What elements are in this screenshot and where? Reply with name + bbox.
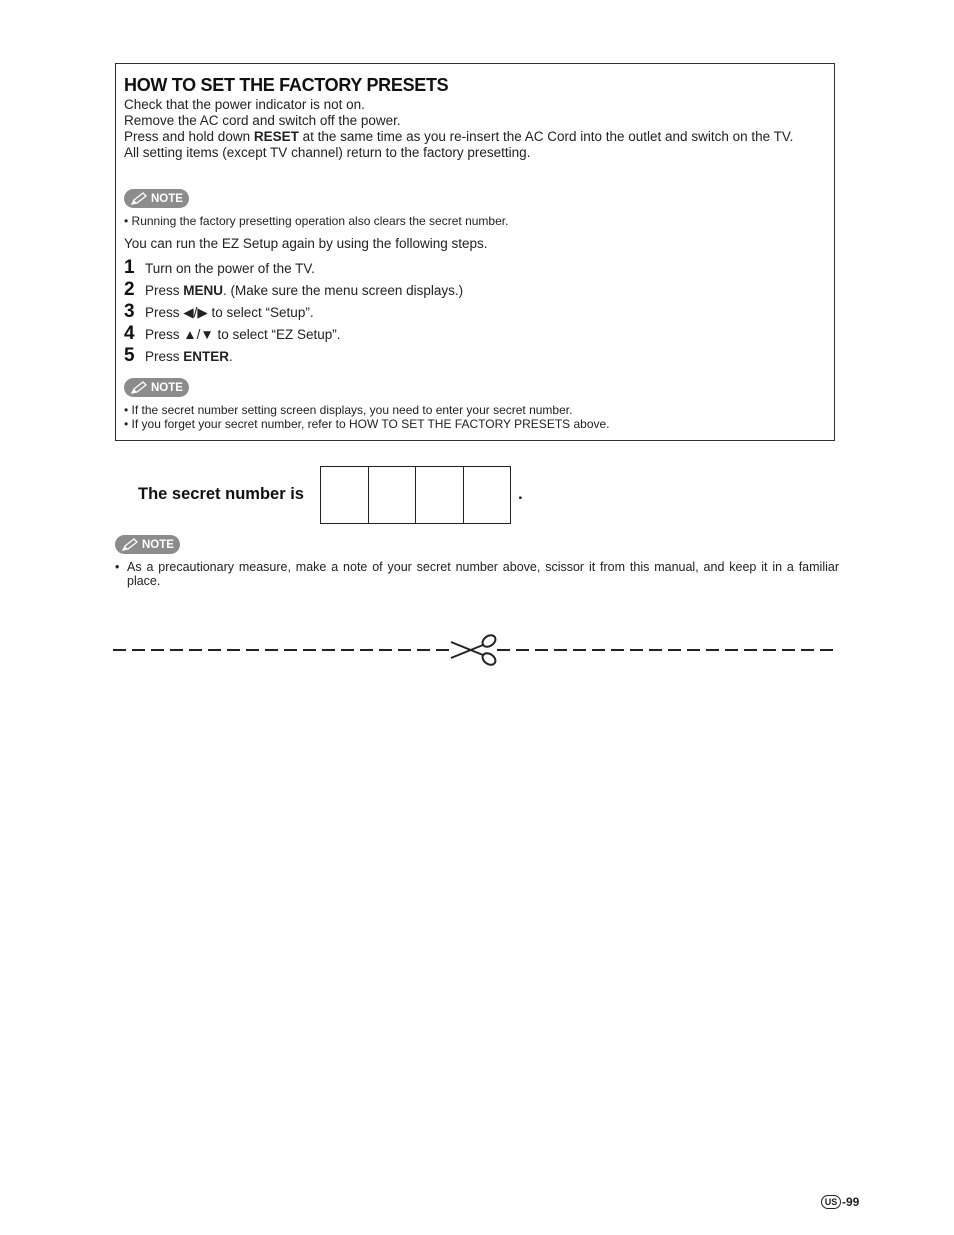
secret-number-boxes xyxy=(320,466,511,524)
us-region-badge: US xyxy=(821,1195,841,1209)
step-text xyxy=(145,283,463,298)
step-text-part: Press ◀/▶ to select “Setup”. xyxy=(145,305,314,320)
step-text xyxy=(145,349,233,364)
step-number: 2 xyxy=(124,279,135,300)
step-1 xyxy=(124,257,724,279)
step-number: 4 xyxy=(124,323,135,344)
note-2-item-2 xyxy=(124,417,610,431)
intro-line-3-rest: at the same time as you re-insert the AC Cord into the outlet and switch on the TV. xyxy=(298,129,794,144)
note-2-text-1: If the secret number setting screen displays, you need to enter your secret number. xyxy=(131,403,573,417)
note-label: NOTE xyxy=(151,192,183,205)
reset-key-label: RESET xyxy=(253,129,299,144)
step-2 xyxy=(124,279,724,301)
step-number: 1 xyxy=(124,257,135,278)
step-text-part: Press ▲/▼ to select “EZ Setup”. xyxy=(145,327,341,342)
step-text-part: Press xyxy=(145,349,184,364)
secret-digit-box xyxy=(464,467,511,523)
note-label: NOTE xyxy=(151,381,183,394)
pencil-icon xyxy=(130,192,148,206)
page-number-text: -99 xyxy=(842,1195,860,1209)
step-4 xyxy=(124,323,724,345)
bullet: • xyxy=(124,214,129,228)
intro-line-3 xyxy=(124,129,832,145)
step-number: 5 xyxy=(124,345,135,366)
step-text xyxy=(145,305,314,321)
note-1-item xyxy=(124,214,508,228)
step-text-part: Press xyxy=(145,283,184,298)
intro-line-1: Check that the power indicator is not on. xyxy=(124,97,365,112)
bullet: • xyxy=(124,403,129,417)
secret-number-label: The secret number is xyxy=(138,485,304,503)
secret-period: . xyxy=(518,484,523,503)
secret-digit-box xyxy=(369,467,417,523)
pencil-icon xyxy=(130,381,148,395)
bullet: • xyxy=(115,560,120,574)
intro-line-3-text: Press and hold down xyxy=(124,129,254,144)
intro-line-2: Remove the AC cord and switch off the power. xyxy=(124,113,401,128)
section-title: HOW TO SET THE FACTORY PRESETS xyxy=(124,75,449,95)
step-5 xyxy=(124,345,724,367)
note-3-text: As a precautionary measure, make a note of your secret number above, scissor it from this manual, and keep it in a familiar place. xyxy=(127,560,839,588)
bullet: • xyxy=(124,417,129,431)
step-text-part: . (Make sure the menu screen displays.) xyxy=(223,283,464,298)
step-text-part: . xyxy=(229,349,233,364)
ez-setup-intro: You can run the EZ Setup again by using the following steps. xyxy=(124,236,488,251)
note-2-item-1 xyxy=(124,403,572,417)
intro-text xyxy=(124,97,832,161)
step-text xyxy=(145,327,341,342)
pencil-icon xyxy=(121,538,139,552)
step-text-part: Turn on the power of the TV. xyxy=(145,261,315,276)
factory-presets-section xyxy=(115,63,835,441)
menu-key-label: MENU xyxy=(183,283,224,298)
step-number: 3 xyxy=(124,301,135,322)
note-label: NOTE xyxy=(142,538,174,551)
enter-key-label: ENTER xyxy=(183,349,230,364)
secret-digit-box xyxy=(416,467,464,523)
secret-digit-box xyxy=(321,467,369,523)
note-badge xyxy=(124,189,189,208)
note-badge xyxy=(115,535,180,554)
intro-line-4: All setting items (except TV channel) return to the factory presetting. xyxy=(124,145,531,160)
step-text xyxy=(145,261,315,276)
cut-line xyxy=(113,628,839,672)
note-badge xyxy=(124,378,189,397)
page-number xyxy=(821,1195,859,1209)
note-1-text: Running the factory presetting operation also clears the secret number. xyxy=(131,214,509,228)
step-3 xyxy=(124,301,724,323)
scissors-icon xyxy=(451,633,498,667)
note-2-text-2: If you forget your secret number, refer to HOW TO SET THE FACTORY PRESETS above. xyxy=(131,417,610,431)
